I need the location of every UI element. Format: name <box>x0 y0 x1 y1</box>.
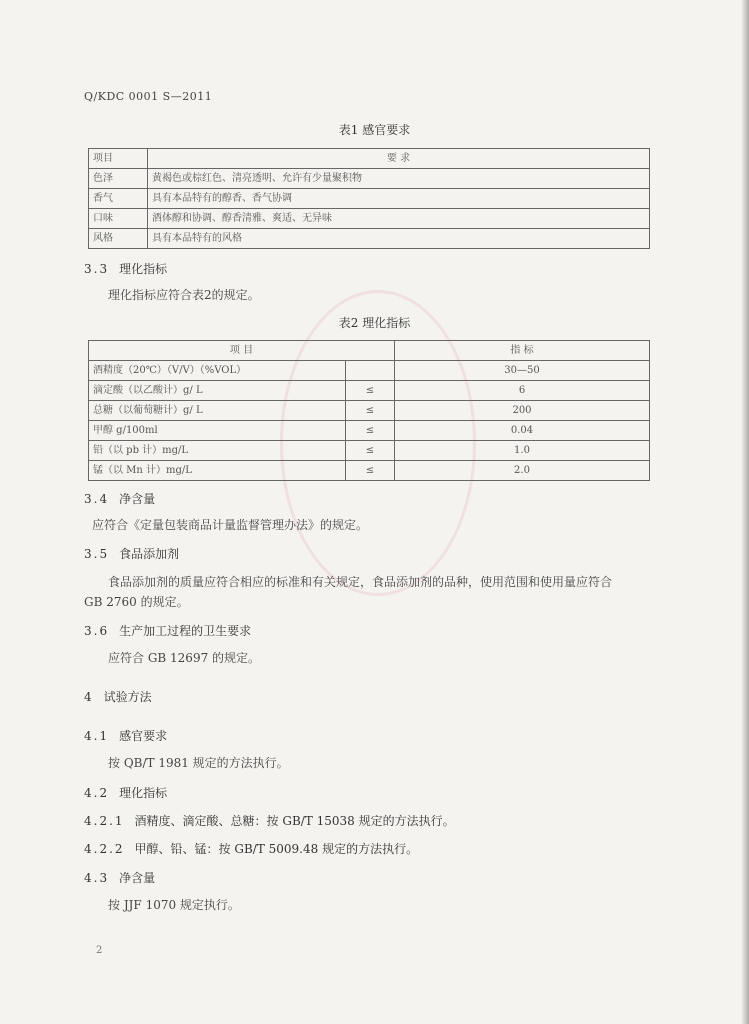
section-4-2-heading <box>84 784 167 801</box>
section-number: 4.1 <box>84 729 110 743</box>
section-text: 酒精度、滴定酸、总糖：按 GB/T 15038 规定的方法执行。 <box>134 814 455 828</box>
table-row <box>89 209 650 229</box>
table-cell: 滴定酸（以乙酸计）g/ L <box>89 381 346 401</box>
section-text: 甲醇、铅、锰：按 GB/T 5009.48 规定的方法执行。 <box>134 842 419 856</box>
table-cell: 6 <box>395 381 650 401</box>
section-3-3-heading <box>84 260 167 277</box>
table-row <box>89 441 650 461</box>
table-cell: 风格 <box>89 229 148 249</box>
table-cell: 铅（以 pb 计）mg/L <box>89 441 346 461</box>
section-3-5-heading <box>84 545 179 562</box>
section-3-6-text: 应符合 GB 12697 的规定。 <box>108 651 261 665</box>
table-header-cell: 项 目 <box>89 341 395 361</box>
sensory-requirements-table <box>88 148 650 249</box>
section-3-6-heading <box>84 622 251 639</box>
section-3-4-heading <box>84 490 155 507</box>
section-number: 4.2.2 <box>84 842 125 856</box>
section-number: 3.5 <box>84 547 110 561</box>
table-cell: 酒精度（20℃）（V/V）（%VOL） <box>89 361 346 381</box>
table-cell: ≤ <box>346 421 395 441</box>
table-row <box>89 361 650 381</box>
table-row <box>89 401 650 421</box>
table-cell: 黄褐色或棕红色、清亮透明、允许有少量聚积物 <box>148 169 650 189</box>
section-4-1-text: 按 QB/T 1981 规定的方法执行。 <box>108 756 289 770</box>
section-title: 食品添加剂 <box>119 547 180 561</box>
page-edge-shadow <box>741 0 749 1024</box>
table-row <box>89 421 650 441</box>
page-number: 2 <box>96 945 103 956</box>
section-3-4-text: 应符合《定量包装商品计量监督管理办法》的规定。 <box>92 518 369 532</box>
section-title: 净含量 <box>119 492 156 506</box>
section-number: 4 <box>84 690 94 704</box>
table-cell: ≤ <box>346 461 395 481</box>
table-header-cell: 项目 <box>89 149 148 169</box>
table-cell: 具有本品特有的醇香、香气协调 <box>148 189 650 209</box>
table-cell: ≤ <box>346 401 395 421</box>
table1-caption: 表1 感官要求 <box>338 123 411 137</box>
table-cell <box>346 361 395 381</box>
table-cell: 2.0 <box>395 461 650 481</box>
section-title: 感官要求 <box>119 729 168 743</box>
section-4-1-heading <box>84 727 167 744</box>
table2-caption: 表2 理化指标 <box>338 316 411 330</box>
section-number: 4.2 <box>84 786 110 800</box>
table-cell: 酒体醇和协调、醇香清雅、爽适、无异味 <box>148 209 650 229</box>
section-4-2-1 <box>84 812 455 829</box>
table-cell: ≤ <box>346 441 395 461</box>
section-4-3-text: 按 JJF 1070 规定执行。 <box>108 898 240 912</box>
standard-code: Q/KDC 0001 S—2011 <box>84 90 213 103</box>
table-cell: 30—50 <box>395 361 650 381</box>
table-header-row <box>89 341 650 361</box>
section-title: 试验方法 <box>103 690 152 704</box>
table-header-cell: 要 求 <box>148 149 650 169</box>
table-row <box>89 381 650 401</box>
table-row <box>89 461 650 481</box>
section-3-5-text-line2: GB 2760 的规定。 <box>84 595 189 609</box>
table-cell: 甲醇 g/100ml <box>89 421 346 441</box>
section-number: 3.4 <box>84 492 110 506</box>
section-title: 理化指标 <box>119 786 168 800</box>
table-cell: 1.0 <box>395 441 650 461</box>
table-cell: 香气 <box>89 189 148 209</box>
section-number: 4.3 <box>84 871 110 885</box>
table-cell: 0.04 <box>395 421 650 441</box>
table-cell: 总糖（以葡萄糖计）g/ L <box>89 401 346 421</box>
table-row <box>89 229 650 249</box>
table-cell: 200 <box>395 401 650 421</box>
section-title: 净含量 <box>119 871 156 885</box>
table-cell: 口味 <box>89 209 148 229</box>
section-title: 生产加工过程的卫生要求 <box>119 624 252 638</box>
table-row <box>89 169 650 189</box>
table-cell: 锰（以 Mn 计）mg/L <box>89 461 346 481</box>
section-3-3-text: 理化指标应符合表2的规定。 <box>108 288 260 302</box>
table-header-row <box>89 149 650 169</box>
table-header-cell: 指 标 <box>395 341 650 361</box>
table-cell: ≤ <box>346 381 395 401</box>
section-number: 3.3 <box>84 262 110 276</box>
table-cell: 具有本品特有的风格 <box>148 229 650 249</box>
section-number: 3.6 <box>84 624 110 638</box>
section-3-5-text-line1: 食品添加剂的质量应符合相应的标准和有关规定，食品添加剂的品种，使用范围和使用量应符合 <box>108 575 613 589</box>
section-4-3-heading <box>84 869 155 886</box>
section-4-heading <box>84 688 152 705</box>
table-cell: 色泽 <box>89 169 148 189</box>
section-title: 理化指标 <box>119 262 168 276</box>
physicochemical-table <box>88 340 650 481</box>
table-row <box>89 189 650 209</box>
section-number: 4.2.1 <box>84 814 125 828</box>
section-4-2-2 <box>84 840 418 857</box>
